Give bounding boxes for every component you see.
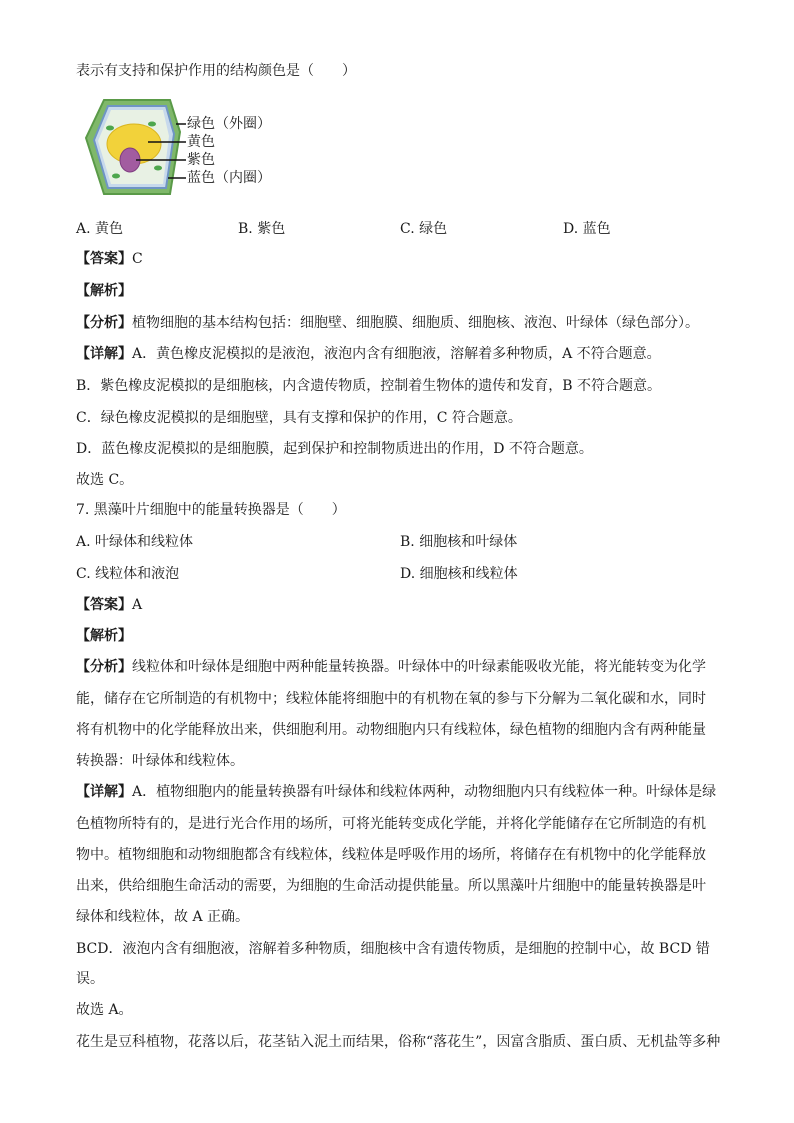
q6-detail-b: B．紫色橡皮泥模拟的是细胞核，内含遗传物质，控制着生物体的遗传和发育，B 不符合题意。 (76, 378, 662, 394)
q7-analysis-line-2: 能，储存在它所制造的有机物中；线粒体能将细胞中的有机物在氧的参与下分解为二氧化碳和水，同时 (76, 691, 706, 707)
q7-option-a: A. 叶绿体和线粒体 (76, 534, 194, 550)
analysis-tag: 【分析】 (76, 315, 132, 331)
q7-detail-line-3: 物中。植物细胞和动物细胞都含有线粒体，线粒体是呼吸作用的场所，将储存在有机物中的化学能释放 (76, 847, 706, 863)
q6-detail-c: C．绿色橡皮泥模拟的是细胞壁，具有支撑和保护的作用，C 符合题意。 (76, 410, 522, 426)
detail-text: A．黄色橡皮泥模拟的是液泡，液泡内含有细胞液，溶解着多种物质，A 不符合题意。 (132, 346, 661, 362)
label-blue-inner: 蓝色（内圈） (187, 170, 271, 186)
analysis-text: 线粒体和叶绿体是细胞中两种能量转换器。叶绿体中的叶绿素能吸收光能，将光能转变为化学 (132, 659, 706, 675)
label-green-outer: 绿色（外圈） (187, 116, 271, 132)
q7-detail-line-5: 绿体和线粒体，故 A 正确。 (76, 909, 250, 925)
q6-detail-a (76, 345, 661, 363)
next-question-stem: 花生是豆科植物，花落以后，花茎钻入泥土而结果，俗称“落花生”，因富含脂质、蛋白质、无机盐等多种 (76, 1034, 721, 1050)
q7-stem: 7. 黑藻叶片细胞中的能量转换器是（ ） (76, 502, 346, 518)
q7-option-d: D. 细胞核和线粒体 (400, 566, 518, 582)
q7-analysis-title (76, 627, 132, 645)
answer-tag: 【答案】 (76, 251, 132, 267)
q7-detail-line-4: 出来，供给细胞生命活动的需要，为细胞的生命活动提供能量。所以黑藻叶片细胞中的能量转换器是叶 (76, 878, 706, 894)
answer-value: A (132, 597, 143, 613)
q6-stem: 表示有支持和保护作用的结构颜色是（ ） (76, 63, 356, 79)
q7-detail-line-1 (76, 783, 716, 801)
analysis-title-text: 【解析】 (76, 283, 132, 299)
q7-analysis-line-3: 将有机物中的化学能释放出来，供细胞利用。动物细胞内只有线粒体，绿色植物的细胞内含有两种能量 (76, 722, 706, 738)
detail-tag: 【详解】 (76, 346, 132, 362)
q6-answer (76, 250, 143, 268)
q7-bcd-line-1: BCD．液泡内含有细胞液，溶解着多种物质，细胞核中含有遗传物质，是细胞的控制中心，故 BCD 错 (76, 941, 710, 957)
label-purple: 紫色 (187, 152, 215, 168)
q6-detail-d: D．蓝色橡皮泥模拟的是细胞膜，起到保护和控制物质进出的作用，D 不符合题意。 (76, 441, 593, 457)
q6-option-a: A. 黄色 (76, 221, 124, 237)
q6-option-d: D. 蓝色 (563, 221, 611, 237)
q6-option-b: B. 紫色 (238, 221, 286, 237)
answer-tag: 【答案】 (76, 597, 132, 613)
q7-option-b: B. 细胞核和叶绿体 (400, 534, 518, 550)
q7-conclusion: 故选 A。 (76, 1002, 133, 1018)
detail-tag: 【详解】 (76, 784, 132, 800)
q7-bcd-line-2: 误。 (76, 971, 104, 987)
answer-value: C (132, 251, 143, 267)
label-yellow: 黄色 (187, 134, 215, 150)
q6-analysis-title (76, 282, 132, 300)
q7-answer (76, 596, 142, 614)
q7-detail-line-2: 色植物所特有的，是进行光合作用的场所，可将光能转变成化学能，并将化学能储存在它所制造的有机 (76, 816, 706, 832)
detail-text: A．植物细胞内的能量转换器有叶绿体和线粒体两种，动物细胞内只有线粒体一种。叶绿体是绿 (132, 784, 717, 800)
q6-analysis (76, 314, 699, 332)
q7-option-c: C. 线粒体和液泡 (76, 566, 180, 582)
q6-conclusion: 故选 C。 (76, 472, 134, 488)
analysis-tag: 【分析】 (76, 659, 132, 675)
q7-analysis-line-4: 转换器：叶绿体和线粒体。 (76, 753, 244, 769)
plant-cell-diagram (76, 98, 296, 198)
q7-analysis-line-1 (76, 658, 706, 676)
analysis-text: 植物细胞的基本结构包括：细胞壁、细胞膜、细胞质、细胞核、液泡、叶绿体（绿色部分）。 (132, 315, 699, 331)
q6-option-c: C. 绿色 (400, 221, 448, 237)
analysis-title-text: 【解析】 (76, 628, 132, 644)
